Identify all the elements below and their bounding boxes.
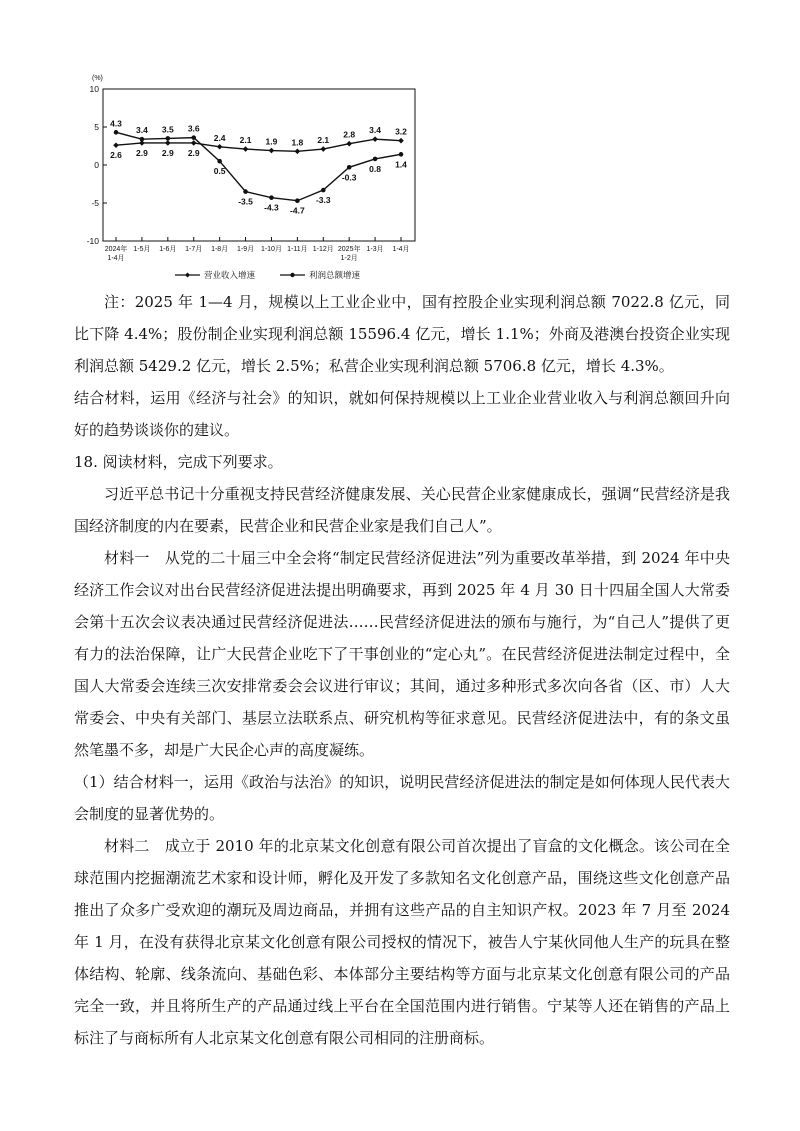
revenue-point <box>113 142 119 148</box>
legend-profit-marker <box>290 273 294 277</box>
legend <box>175 270 361 280</box>
revenue-data-label: 2.8 <box>343 129 356 140</box>
revenue-data-label: 2.4 <box>213 132 226 143</box>
profit-data-label: -3.3 <box>315 195 331 206</box>
revenue-point <box>372 136 378 142</box>
legend-revenue-marker <box>185 273 190 278</box>
x-tick-label: 1-11月 <box>287 246 308 253</box>
x-tick-label: 1-10月 <box>260 246 282 253</box>
revenue-point <box>269 148 275 154</box>
profit-point <box>140 137 145 142</box>
profit-point <box>166 136 171 141</box>
revenue-point <box>320 146 326 152</box>
series-lines <box>110 118 407 215</box>
profit-point <box>217 159 222 164</box>
profit-point <box>373 157 378 162</box>
material-one: 材料一 从党的二十届三中全会将“制定民营经济促进法”列为重要改革举措，到 2024 年中央经济工作会议对出台民营经济促进法提出明确要求，再到 2025 年 4 月 30 日十四届全国人大常委会第十五次会议表决通过民营经济促进法……民营经济促进法的颁布与施行，为“自己人”提供了更有力的法治保障，让广大民营企业吃下了干事创业的“定心丸”。在民营经济促进法制定过程中，全国人大常委会连续三次安排常委会会议进行审议；其间，通过多种形式多次向各省（区、市）人大常委会、中央有关部门、基层立法联系点、研究机构等征求意见。民营经济促进法中，有的条文虽然笔墨不多，却是广大民企心声的高度凝练。 <box>74 549 730 759</box>
profit-data-label: 3.4 <box>135 125 148 136</box>
y-tick-label: 0 <box>94 160 99 170</box>
profit-point <box>114 130 119 135</box>
profit-point <box>321 188 326 193</box>
chart-note: 注：2025 年 1—4 月，规模以上工业企业中，国有控股企业实现利润总额 7022.8 亿元，同比下降 4.4%；股份制企业实现利润总额 15596.4 亿元，增长 1.1%；外商及港澳台投资企业实现利润总额 5429.2 亿元，增长 2.5%；私营企业实现利润总额 5706.8 亿元，增长 4.3%。 <box>74 293 730 375</box>
y-tick-label: -5 <box>91 198 99 208</box>
profit-point <box>191 135 196 140</box>
profit-point <box>399 152 404 157</box>
profit-data-label: -4.7 <box>290 205 305 216</box>
revenue-point <box>346 141 352 147</box>
growth-line-chart <box>70 68 430 283</box>
legend-profit-label: 利润总额增速 <box>309 270 361 280</box>
revenue-point <box>398 138 404 144</box>
x-tick-label: 2024年 <box>104 246 128 253</box>
profit-data-label: 4.3 <box>110 118 122 129</box>
revenue-data-label: 2.1 <box>239 135 252 146</box>
revenue-data-label: 2.9 <box>187 147 200 158</box>
revenue-data-label: 2.6 <box>110 150 122 161</box>
profit-data-label: 3.6 <box>187 123 200 134</box>
revenue-point <box>217 144 223 150</box>
x-tick-label: 1-5月 <box>133 246 151 253</box>
profit-data-label: -3.5 <box>238 196 253 207</box>
question-17-prompt: 结合材料，运用《经济与社会》的知识，就如何保持规模以上工业企业营业收入与利润总额回升向好的趋势谈谈你的建议。 <box>74 389 730 439</box>
revenue-data-label: 3.2 <box>395 126 407 137</box>
x-tick-label: 1-4月 <box>107 255 125 262</box>
y-unit-label: (%) <box>92 75 103 82</box>
legend-revenue-label: 营业收入增速 <box>204 270 256 280</box>
profit-point <box>269 195 274 200</box>
question-18-heading: 18. 阅读材料，完成下列要求。 <box>74 453 283 471</box>
revenue-data-label: 1.9 <box>265 136 278 147</box>
profit-point <box>243 189 248 194</box>
profit-data-label: 1.4 <box>395 159 407 170</box>
y-axis <box>87 84 107 246</box>
profit-data-label: 0.5 <box>213 166 226 177</box>
question-18-part-1: （1）结合材料一，运用《政治与法治》的知识，说明民营经济促进法的制定是如何体现人民代表大会制度的显著优势的。 <box>74 773 730 823</box>
revenue-data-label: 3.4 <box>369 125 382 136</box>
y-tick-label: 5 <box>94 122 99 132</box>
y-tick-label: 10 <box>89 84 99 94</box>
revenue-point <box>243 146 249 152</box>
x-tick-label: 1-8月 <box>211 246 229 253</box>
x-tick-label: 1-7月 <box>185 246 203 253</box>
profit-point <box>295 198 300 203</box>
x-tick-label: 1-2月 <box>340 255 358 262</box>
profit-data-label: 0.8 <box>369 163 382 174</box>
revenue-point <box>191 140 197 146</box>
profit-data-label: -0.3 <box>341 172 357 183</box>
revenue-data-label: 1.8 <box>291 137 304 148</box>
question-18-intro: 习近平总书记十分重视支持民营经济健康发展、关心民营企业家健康成长，强调“民营经济是我国经济制度的内在要素，民营企业和民营企业家是我们自己人”。 <box>74 485 730 535</box>
revenue-data-label: 2.9 <box>135 147 148 158</box>
profit-data-label: -4.3 <box>264 202 279 213</box>
x-tick-label: 1-3月 <box>366 246 384 253</box>
x-tick-label: 1-6月 <box>159 246 177 253</box>
y-tick-label: -10 <box>86 236 99 246</box>
revenue-point <box>295 149 301 155</box>
profit-point <box>347 165 352 170</box>
revenue-data-label: 2.1 <box>317 135 330 146</box>
x-tick-label: 2025年 <box>337 246 361 253</box>
x-tick-label: 1-4月 <box>392 246 410 253</box>
x-tick-label: 1-9月 <box>236 246 255 253</box>
revenue-data-label: 2.9 <box>161 147 174 158</box>
revenue-point <box>165 140 171 146</box>
material-two: 材料二 成立于 2010 年的北京某文化创意有限公司首次提出了盲盒的文化概念。该公司在全球范围内挖掘潮流艺术家和设计师，孵化及开发了多款知名文化创意产品，围绕这些文化创意产品推出了众多广受欢迎的潮玩及周边商品，并拥有这些产品的自主知识产权。2023 年 7 月至 2024 年 1 月，在没有获得北京某文化创意有限公司授权的情况下，被告人宁某伙同他人生产的玩具在整体结构、轮廓、线条流向、基础色彩、本体部分主要结构等方面与北京某文化创意有限公司的产品完全一致，并且将所生产的产品通过线上平台在全国范围内进行销售。宁某等人还在销售的产品上标注了与商标所有人北京某文化创意有限公司相同的注册商标。 <box>74 837 730 1047</box>
profit-data-label: 3.5 <box>161 124 174 135</box>
x-tick-label: 1-12月 <box>312 246 334 253</box>
